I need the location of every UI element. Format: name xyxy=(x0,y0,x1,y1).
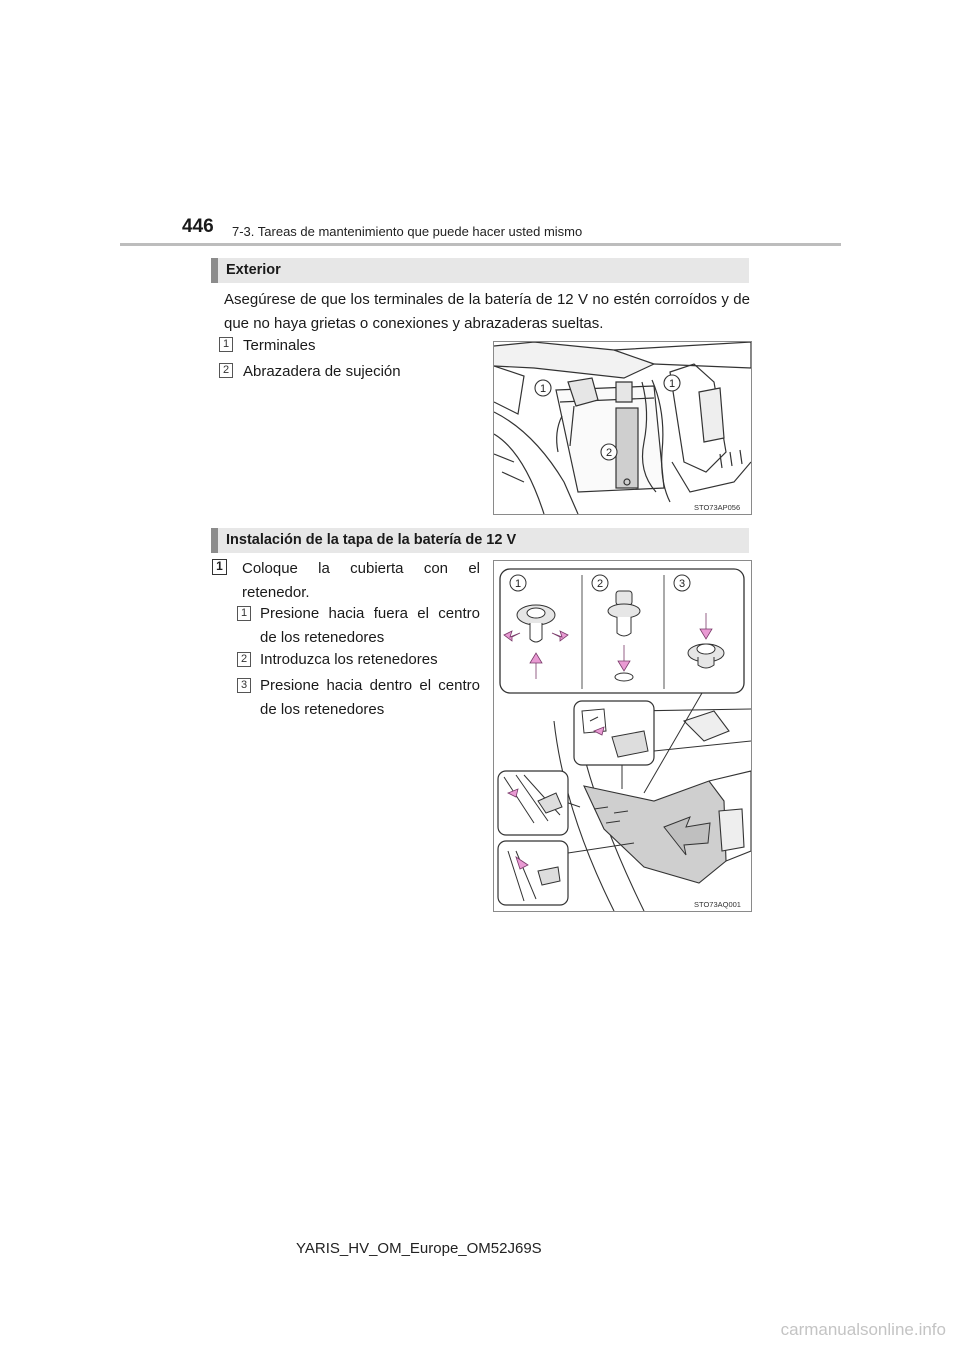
figure-code-retainer: STO73AQ001 xyxy=(694,900,741,909)
substep-number-2: 2 xyxy=(237,652,251,667)
figure-code-battery: STO73AP056 xyxy=(694,503,741,512)
watermark: carmanualsonline.info xyxy=(780,1320,946,1339)
substep-text-2: Introduzca los retenedores xyxy=(260,651,438,668)
battery-illustration xyxy=(494,342,751,514)
callout-text-2: 2 xyxy=(605,447,613,459)
callout-text-1a: 1 xyxy=(539,383,547,395)
substep-text-3: Presione hacia dentro el centro de los retenedores xyxy=(260,677,480,718)
stage-callout-3: 3 xyxy=(678,578,686,590)
item-number-2: 2 xyxy=(219,363,233,378)
page-number: 446 xyxy=(182,216,214,237)
header-rule xyxy=(120,243,841,246)
stage-callout-1: 1 xyxy=(514,578,522,590)
retainer-illustration xyxy=(494,561,751,911)
item-label-terminales: Terminales xyxy=(243,337,316,354)
exterior-paragraph: Asegúrese de que los terminales de la batería de 12 V no estén corroídos y de que no haya grietas o conexiones y abrazaderas sueltas. xyxy=(224,291,750,332)
stage-callout-2: 2 xyxy=(596,578,604,590)
substep-number-1: 1 xyxy=(237,606,251,621)
step-text: Coloque la cubierta con el retenedor. xyxy=(242,560,480,601)
section-header-exterior xyxy=(211,258,749,283)
figure-retainer-installation xyxy=(493,560,752,912)
footer-document-id: YARIS_HV_OM_Europe_OM52J69S xyxy=(296,1240,542,1257)
substep-text-1: Presione hacia fuera el centro de los retenedores xyxy=(260,605,480,646)
step-number-1: 1 xyxy=(212,559,227,575)
section-title-exterior: Exterior xyxy=(226,262,281,278)
item-number-1: 1 xyxy=(219,337,233,352)
section-title-installation: Instalación de la tapa de la batería de 12 V xyxy=(226,532,517,548)
item-label-abrazadera: Abrazadera de sujeción xyxy=(243,363,401,380)
substep-number-3: 3 xyxy=(237,678,251,693)
callout-text-1b: 1 xyxy=(668,378,676,390)
figure-battery-terminals xyxy=(493,341,752,515)
chapter-title: 7-3. Tareas de mantenimiento que puede hacer usted mismo xyxy=(232,224,583,239)
section-header-installation xyxy=(211,528,749,553)
